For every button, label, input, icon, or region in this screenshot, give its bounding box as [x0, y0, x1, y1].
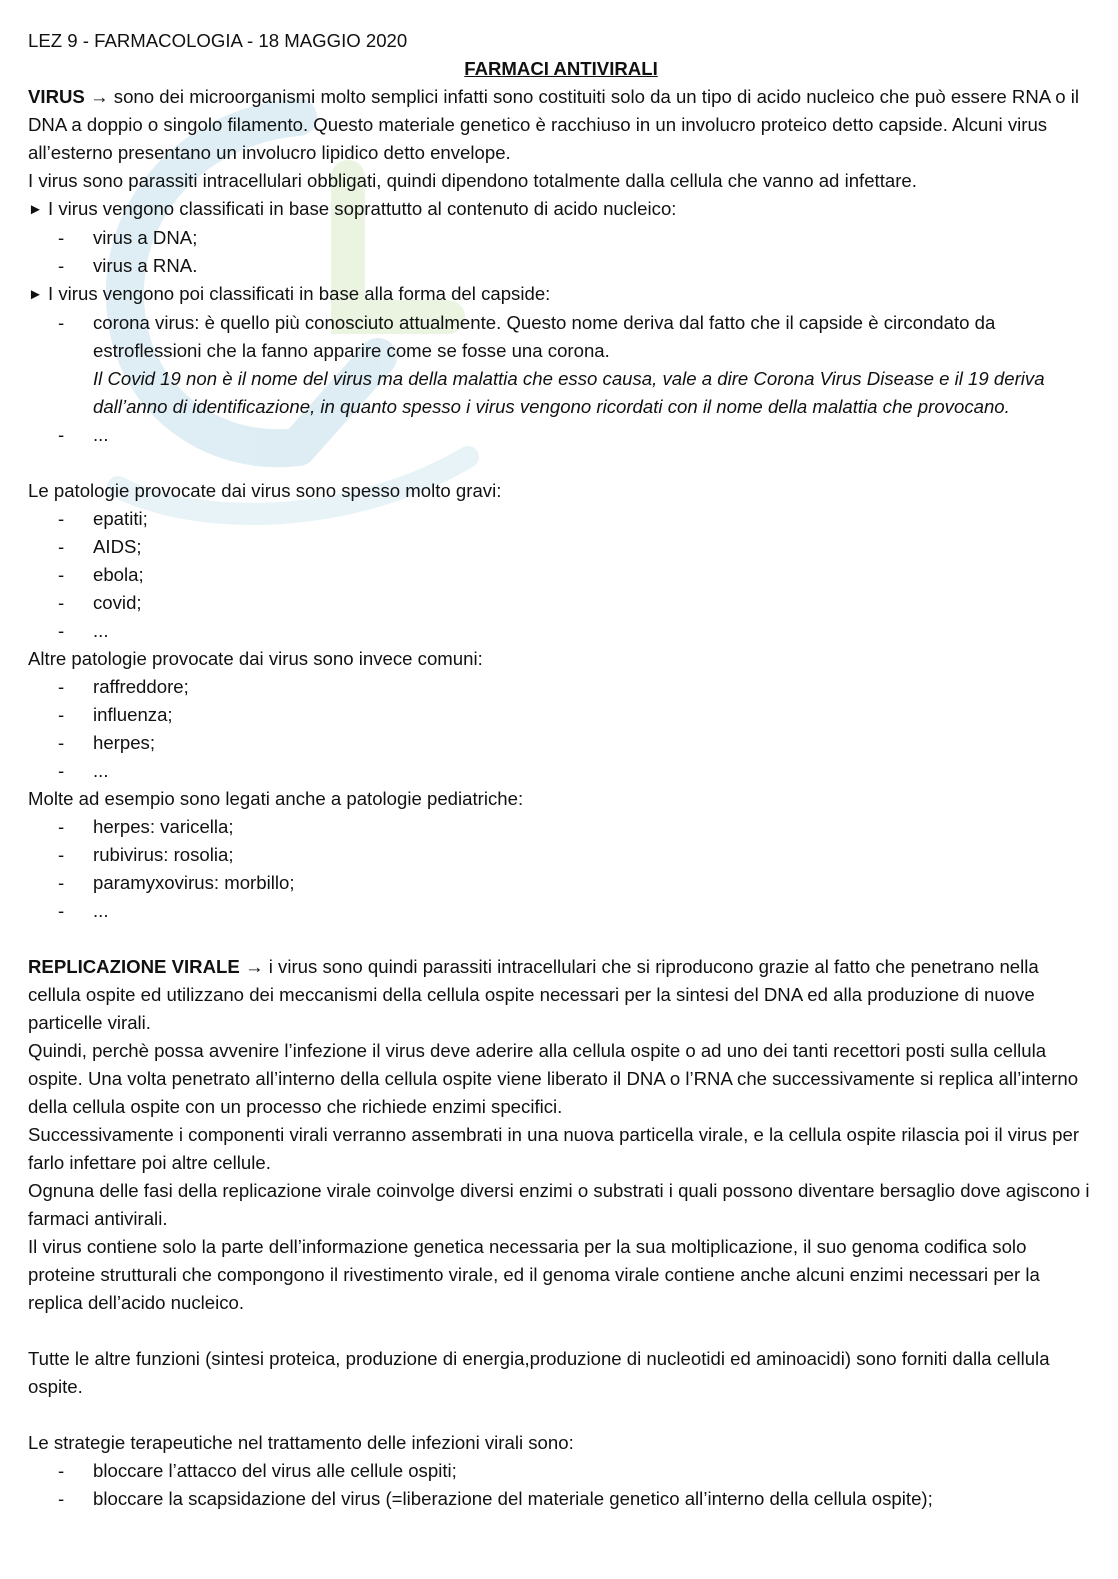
list-item: - AIDS; — [28, 533, 1094, 561]
capsid-classification: ► I virus vengono poi classificati in base alla forma del capside: — [28, 283, 551, 304]
serious-intro: Le patologie provocate dai virus sono spesso molto gravi: — [28, 480, 502, 501]
strategies-intro: Le strategie terapeutiche nel trattamento delle infezioni virali sono: — [28, 1432, 574, 1453]
lecture-header: LEZ 9 - FARMACOLOGIA - 18 MAGGIO 2020 — [28, 30, 408, 51]
list-item: - ... — [28, 757, 1094, 785]
list-item: - bloccare l’attacco del virus alle cellule ospiti; — [28, 1457, 1094, 1485]
nucleic-classification: ► I virus vengono classificati in base soprattutto al contenuto di acido nucleico: — [28, 198, 677, 219]
list-item: - epatiti; — [28, 505, 1094, 533]
replication-lead: REPLICAZIONE VIRALE — [28, 956, 240, 977]
corona-text: corona virus: è quello più conosciuto attualmente. Questo nome deriva dal fatto che il capside è circondato da estroflessioni che la fanno apparire come se fosse una corona. — [93, 312, 996, 361]
virus-lead: VIRUS — [28, 86, 85, 107]
replication-paragraph-4: Ognuna delle fasi della replicazione virale coinvolge diversi enzimi o substrati i quali possono diventare bersaglio dove agiscono i farmaci antivirali. — [28, 1180, 1090, 1229]
pediatric-intro: Molte ad esempio sono legati anche a patologie pediatriche: — [28, 788, 524, 809]
virus-text: sono dei microorganismi molto semplici infatti sono costituiti solo da un tipo di acido nucleico che può essere RNA o il DNA a doppio o singolo filamento. Questo materiale genetico è racchiuso in un involucro proteico detto capside. Alcuni virus all’esterno presentano un involucro lipidico detto envelope. — [28, 86, 1080, 163]
replication-paragraph-3: Successivamente i componenti virali verranno assembrati in una nuova particella virale, e la cellula ospite rilascia poi il virus per farlo infettare poi altre cellule. — [28, 1124, 1080, 1173]
replication-paragraph-6: Tutte le altre funzioni (sintesi proteica, produzione di energia,produzione di nucleotidi ed aminoacidi) sono forniti dalla cellula ospite. — [28, 1348, 1050, 1397]
replication-text: i virus sono quindi parassiti intracellulari che si riproducono grazie al fatto che penetrano nella cellula ospite ed utilizzano dei meccanismi della cellula ospite necessari per la sintesi del DNA ed alla produzione di nuove particelle virali. — [28, 956, 1039, 1033]
common-list — [28, 673, 1094, 785]
page-title: FARMACI ANTIVIRALI — [464, 58, 658, 79]
list-item: - rubivirus: rosolia; — [28, 841, 1094, 869]
capsid-list — [28, 309, 1094, 449]
list-item: - bloccare la scapsidazione del virus (=liberazione del materiale genetico all’interno della cellula ospite); — [28, 1485, 1094, 1513]
list-item: - virus a RNA. — [28, 252, 1094, 280]
triangle-bullet-icon: ► — [28, 201, 43, 218]
list-item: - influenza; — [28, 701, 1094, 729]
virus-definition — [28, 83, 1094, 167]
list-item: - ... — [28, 421, 1094, 449]
list-item: - raffreddore; — [28, 673, 1094, 701]
replication-arrow: → — [244, 956, 264, 977]
list-item — [28, 309, 1094, 421]
list-item: - virus a DNA; — [28, 224, 1094, 252]
virus-parasites-paragraph: I virus sono parassiti intracellulari obbligati, quindi dipendono totalmente dalla cellula che vanno ad infettare. — [28, 170, 917, 191]
virus-arrow: → — [90, 86, 109, 107]
list-item: - herpes: varicella; — [28, 813, 1094, 841]
list-item: - ... — [28, 897, 1094, 925]
replication-definition — [28, 953, 1094, 1037]
nucleic-list — [28, 224, 1094, 280]
document-page — [28, 27, 1094, 1513]
strategies-list — [28, 1457, 1094, 1513]
list-item: - ebola; — [28, 561, 1094, 589]
common-intro: Altre patologie provocate dai virus sono invece comuni: — [28, 648, 483, 669]
covid-note: Il Covid 19 non è il nome del virus ma della malattia che esso causa, vale a dire Corona Virus Disease e il 19 deriva dall’anno di identificazione, in quanto spesso i virus vengono ricordati con il nome della malattia che provocano. — [93, 368, 1045, 417]
replication-paragraph-2: Quindi, perchè possa avvenire l’infezione il virus deve aderire alla cellula ospite o ad uno dei tanti recettori posti sulla cellula ospite. Una volta penetrato all’interno della cellula ospite viene liberato il DNA o l’RNA che successivamente si replica all’interno della cellula ospite con un processo che richiede enzimi specifici. — [28, 1040, 1079, 1117]
serious-list — [28, 505, 1094, 645]
list-item: - herpes; — [28, 729, 1094, 757]
list-item: - paramyxovirus: morbillo; — [28, 869, 1094, 897]
list-item: - ... — [28, 617, 1094, 645]
list-item: - covid; — [28, 589, 1094, 617]
pediatric-list — [28, 813, 1094, 925]
triangle-bullet-icon: ► — [28, 286, 43, 303]
replication-paragraph-5: Il virus contiene solo la parte dell’informazione genetica necessaria per la sua moltiplicazione, il suo genoma codifica solo proteine strutturali che compongono il rivestimento virale, ed il genoma virale contiene anche alcuni enzimi necessari per la replica dell’acido nucleico. — [28, 1236, 1040, 1313]
